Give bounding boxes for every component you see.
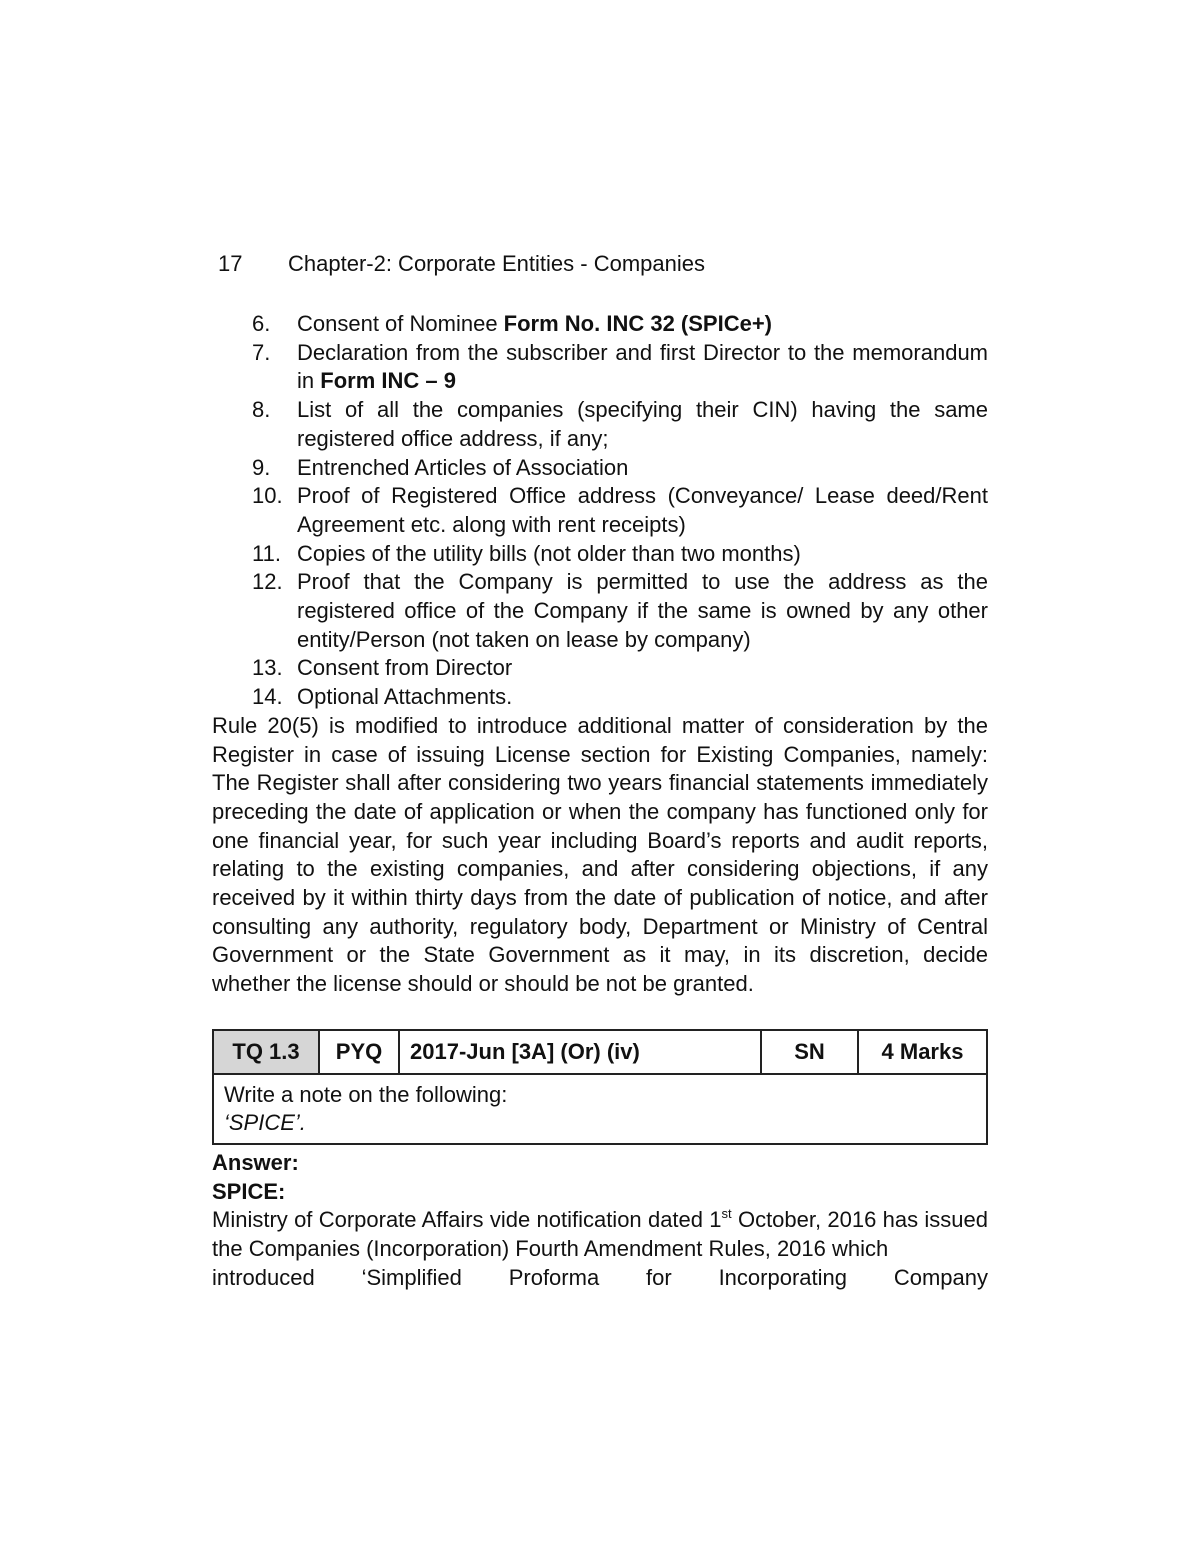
attachments-list [212, 310, 988, 712]
question-reference: 2017-Jun [3A] (Or) (iv) [399, 1030, 761, 1074]
question-topic: ‘SPICE’. [224, 1109, 306, 1135]
page-number: 17 [218, 251, 243, 276]
list-item [212, 454, 988, 483]
list-item [212, 568, 988, 654]
list-item [212, 396, 988, 453]
list-item-text: Copies of the utility bills (not older than two months) [297, 540, 801, 566]
rule-paragraph: Rule 20(5) is modified to introduce additional matter of consideration by the Register in case of issuing License section for Existing Companies, namely: The Register shall after considering two years financial statements immediately preceding the date of application or when the company has functioned only for one financial year, for such year including Board’s reports and audit reports, relating to the existing companies, and after considering objections, if any received by it within thirty days from the date of publication of notice, and after consulting any authority, regulatory body, Department or Ministry of Central Government or the State Government as it may, in its discretion, decide whether the license should or should be not be granted. [212, 712, 988, 997]
question-line: Write a note on the following: [224, 1081, 508, 1107]
question-text-cell [213, 1074, 987, 1144]
answer-heading: SPICE: [212, 1178, 286, 1204]
list-item-text: Consent from Director [297, 655, 513, 681]
list-item [212, 683, 988, 712]
list-item [212, 482, 988, 539]
list-item-number: 9. [252, 454, 271, 480]
list-item [212, 540, 988, 569]
question-id: TQ 1.3 [213, 1030, 319, 1074]
document-page [212, 250, 988, 1292]
list-item [212, 339, 988, 396]
list-item-number: 14. [252, 684, 283, 710]
answer-label: Answer: [212, 1149, 299, 1175]
list-item-number: 8. [252, 397, 271, 423]
answer-paragraph [212, 1206, 988, 1263]
list-item [212, 654, 988, 683]
answer-text-part2: October, 2016 has issued the Companies (Incorporation) Fourth Amendment Rules, 2016 which [212, 1207, 988, 1261]
list-item-bold-text: Form No. INC 32 (SPICe+) [503, 311, 773, 336]
list-item-text: Optional Attachments. [297, 684, 513, 710]
question-table-header [213, 1030, 987, 1074]
question-type: PYQ [319, 1030, 399, 1074]
list-item-text: Consent of Nominee [297, 311, 504, 336]
chapter-title: Chapter-2: Corporate Entities - Companies [288, 251, 705, 276]
question-marks: 4 Marks [858, 1030, 987, 1074]
list-item-number: 10. [252, 483, 283, 509]
answer-last-line: introduced ‘Simplified Proforma for Incorporating Company [212, 1264, 988, 1290]
question-table-body [213, 1074, 987, 1144]
list-item-text: Entrenched Articles of Association [297, 454, 629, 480]
list-item-text: Declaration from the subscriber and first Director to the memorandum in [297, 339, 988, 394]
list-item-number: 7. [252, 339, 271, 365]
list-item-number: 13. [252, 655, 283, 681]
question-category: SN [761, 1030, 858, 1074]
list-item-text: List of all the companies (specifying their CIN) having the same registered office address, if any; [297, 397, 988, 451]
list-item-number: 6. [252, 311, 271, 336]
page-header [212, 250, 988, 280]
list-item [212, 310, 988, 339]
answer-text-part1: Ministry of Corporate Affairs vide notification dated 1 [212, 1207, 722, 1233]
list-item-text: Proof of Registered Office address (Conveyance/ Lease deed/Rent Agreement etc. along with rent receipts) [297, 483, 988, 537]
question-table [212, 1029, 988, 1145]
answer-superscript: st [721, 1206, 732, 1222]
list-item-number: 11. [252, 540, 281, 566]
list-item-text: Proof that the Company is permitted to use the address as the registered office of the Company if the same is owned by any other entity/Person (not taken on lease by company) [297, 569, 988, 652]
list-item-bold-text: Form INC – 9 [320, 368, 456, 394]
list-item-number: 12. [252, 569, 283, 595]
